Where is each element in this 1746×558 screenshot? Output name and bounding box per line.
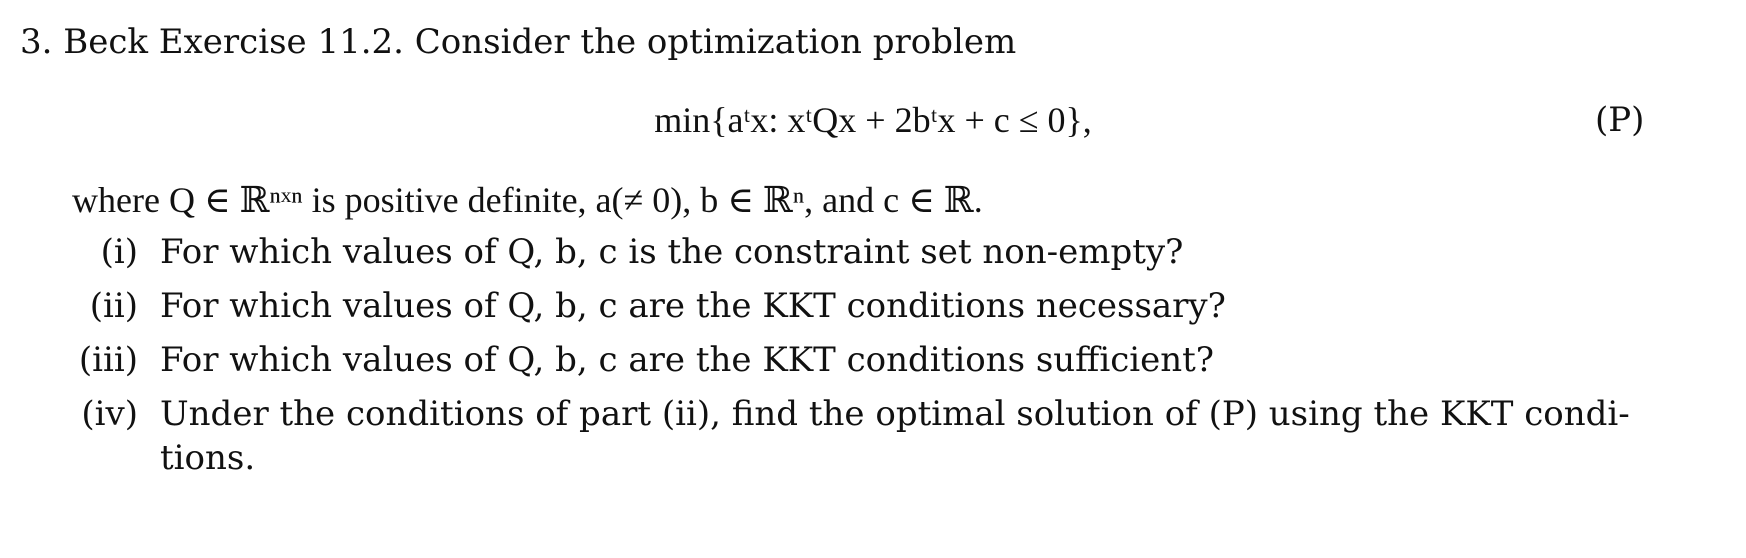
list-item: [0, 232, 1746, 272]
display-equation: min{aᵗx: xᵗQx + 2bᵗx + c ≤ 0},: [654, 100, 1092, 140]
problem-heading: 3. Beck Exercise 11.2. Consider the optimization problem: [20, 22, 1017, 62]
item-text: Under the conditions of part (ii), find the optimal solution of (P) using the KKT condi-: [160, 394, 1630, 434]
item-text: For which values of Q, b, c is the constraint set non-empty?: [160, 232, 1184, 272]
item-text-continuation: tions.: [160, 438, 256, 478]
where-clause: where Q ∈ ℝⁿˣⁿ is positive definite, a(≠ 0), b ∈ ℝⁿ, and c ∈ ℝ.: [72, 180, 983, 220]
item-label: (i): [100, 232, 138, 272]
list-item: [0, 286, 1746, 326]
list-item: [0, 394, 1746, 484]
item-label: (iv): [81, 394, 138, 434]
item-text: For which values of Q, b, c are the KKT conditions necessary?: [160, 286, 1226, 326]
item-label: (iii): [78, 340, 138, 380]
equation-tag: (P): [1595, 100, 1645, 140]
list-item: [0, 340, 1746, 380]
item-text: For which values of Q, b, c are the KKT conditions sufficient?: [160, 340, 1215, 380]
item-label: (ii): [89, 286, 138, 326]
